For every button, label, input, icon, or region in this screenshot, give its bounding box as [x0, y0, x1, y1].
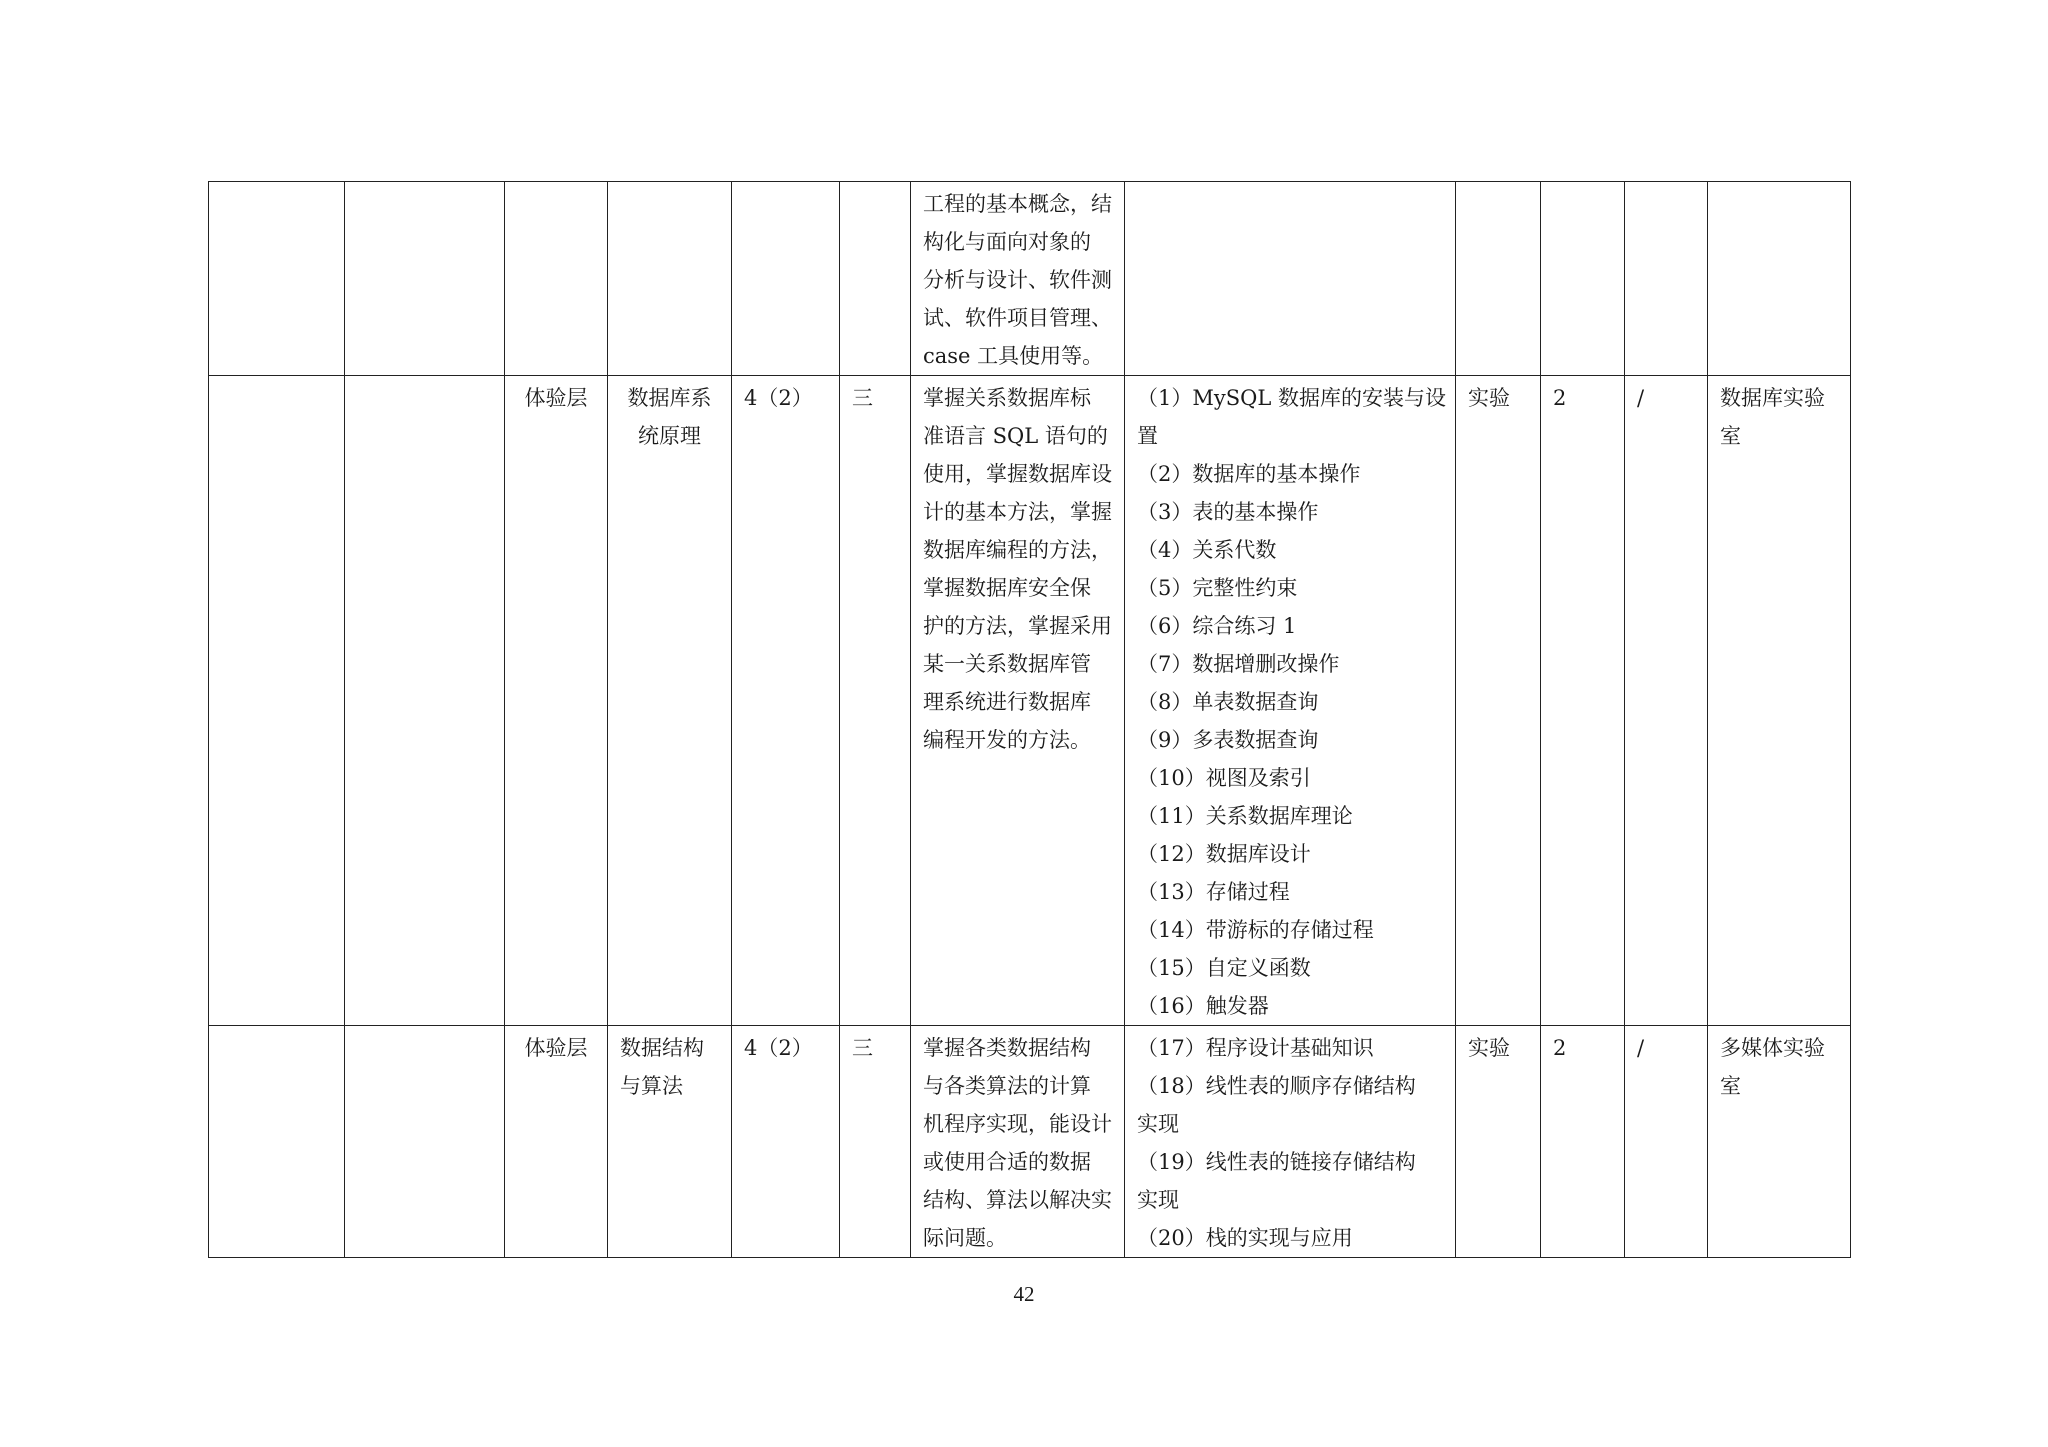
cell-level: 体验层 [505, 1026, 608, 1258]
objective-line: 构化与面向对象的 [923, 230, 1091, 254]
table-row [209, 376, 1851, 1026]
lab-line: 数据库实验 [1720, 386, 1825, 410]
cell-type [1456, 182, 1541, 376]
objective-line: 或使用合适的数据 [923, 1150, 1091, 1174]
objective-line: 工程的基本概念，结 [923, 192, 1112, 216]
objective-line: 机程序实现，能设计 [923, 1112, 1112, 1136]
course-line: 与算法 [620, 1074, 683, 1098]
cell-extra: / [1625, 1026, 1708, 1258]
lab-line: 多媒体实验 [1720, 1036, 1825, 1060]
cell-semester: 三 [840, 1026, 911, 1258]
cell-col1 [209, 182, 345, 376]
cell-level: 体验层 [505, 376, 608, 1026]
objective-line: 使用，掌握数据库设 [923, 462, 1112, 486]
cell-hours [1541, 182, 1625, 376]
cell-lab [1708, 182, 1851, 376]
content-line: （1）MySQL 数据库的安装与设 [1137, 386, 1446, 410]
cell-col2 [345, 182, 505, 376]
content-line: （9）多表数据查询 [1137, 728, 1319, 752]
content-line: （4）关系代数 [1137, 538, 1277, 562]
cell-credits [732, 182, 840, 376]
cell-lab [1708, 1026, 1851, 1258]
content-line: （3）表的基本操作 [1137, 500, 1319, 524]
cell-extra [1625, 182, 1708, 376]
objective-line: 与各类算法的计算 [923, 1074, 1091, 1098]
objective-line: 分析与设计、软件测 [923, 268, 1112, 292]
content-line: （19）线性表的链接存储结构 [1137, 1150, 1416, 1174]
content-line: （11）关系数据库理论 [1137, 804, 1353, 828]
content-line: （20）栈的实现与应用 [1137, 1226, 1353, 1250]
course-line: 统原理 [638, 424, 701, 448]
cell-objective [911, 182, 1125, 376]
objective-line: 数据库编程的方法， [923, 538, 1112, 562]
cell-course [608, 1026, 732, 1258]
content-line: （13）存储过程 [1137, 880, 1290, 904]
cell-col2 [345, 376, 505, 1026]
objective-line: 结构、算法以解决实 [923, 1188, 1112, 1212]
cell-objective [911, 1026, 1125, 1258]
content-line: （10）视图及索引 [1137, 766, 1311, 790]
cell-lab [1708, 376, 1851, 1026]
content-line: （6）综合练习 1 [1137, 614, 1297, 638]
objective-line: 掌握各类数据结构 [923, 1036, 1091, 1060]
objective-line: 掌握数据库安全保 [923, 576, 1091, 600]
objective-line: 某一关系数据库管 [923, 652, 1091, 676]
table-row [209, 182, 1851, 376]
cell-objective [911, 376, 1125, 1026]
objective-line: 护的方法，掌握采用 [923, 614, 1112, 638]
content-line: （8）单表数据查询 [1137, 690, 1319, 714]
objective-line: 计的基本方法，掌握 [923, 500, 1112, 524]
cell-hours: 2 [1541, 1026, 1625, 1258]
content-line: （7）数据增删改操作 [1137, 652, 1340, 676]
lab-line: 室 [1720, 424, 1741, 448]
cell-content [1125, 1026, 1456, 1258]
content-line: （14）带游标的存储过程 [1137, 918, 1374, 942]
content-line: （12）数据库设计 [1137, 842, 1311, 866]
objective-line: 试、软件项目管理、 [923, 306, 1112, 330]
objective-line: 际问题。 [923, 1226, 1007, 1250]
cell-hours: 2 [1541, 376, 1625, 1026]
objective-line: case 工具使用等。 [923, 344, 1104, 368]
cell-col1 [209, 376, 345, 1026]
cell-content [1125, 182, 1456, 376]
course-table [208, 181, 1851, 1258]
objective-line: 掌握关系数据库标 [923, 386, 1091, 410]
cell-credits: 4（2） [732, 376, 840, 1026]
content-line: 置 [1137, 424, 1158, 448]
cell-credits: 4（2） [732, 1026, 840, 1258]
objective-line: 准语言 SQL 语句的 [923, 424, 1108, 448]
cell-course [608, 182, 732, 376]
cell-type: 实验 [1456, 1026, 1541, 1258]
objective-line: 理系统进行数据库 [923, 690, 1091, 714]
course-line: 数据库系 [627, 386, 712, 410]
cell-type: 实验 [1456, 376, 1541, 1026]
objective-line: 编程开发的方法。 [923, 728, 1091, 752]
content-line: （15）自定义函数 [1137, 956, 1311, 980]
content-line: （18）线性表的顺序存储结构 [1137, 1074, 1416, 1098]
cell-semester: 三 [840, 376, 911, 1026]
table-row [209, 1026, 1851, 1258]
cell-extra: / [1625, 376, 1708, 1026]
content-line: （16）触发器 [1137, 994, 1269, 1018]
cell-col2 [345, 1026, 505, 1258]
content-line: （5）完整性约束 [1137, 576, 1298, 600]
content-line: （17）程序设计基础知识 [1137, 1036, 1374, 1060]
content-line: 实现 [1137, 1188, 1179, 1212]
cell-content [1125, 376, 1456, 1026]
course-line: 数据结构 [620, 1036, 704, 1060]
content-line: 实现 [1137, 1112, 1179, 1136]
page-number: 42 [1013, 1282, 1035, 1306]
cell-course [608, 376, 732, 1026]
lab-line: 室 [1720, 1074, 1741, 1098]
cell-semester [840, 182, 911, 376]
content-line: （2）数据库的基本操作 [1137, 462, 1361, 486]
cell-col1 [209, 1026, 345, 1258]
cell-level [505, 182, 608, 376]
